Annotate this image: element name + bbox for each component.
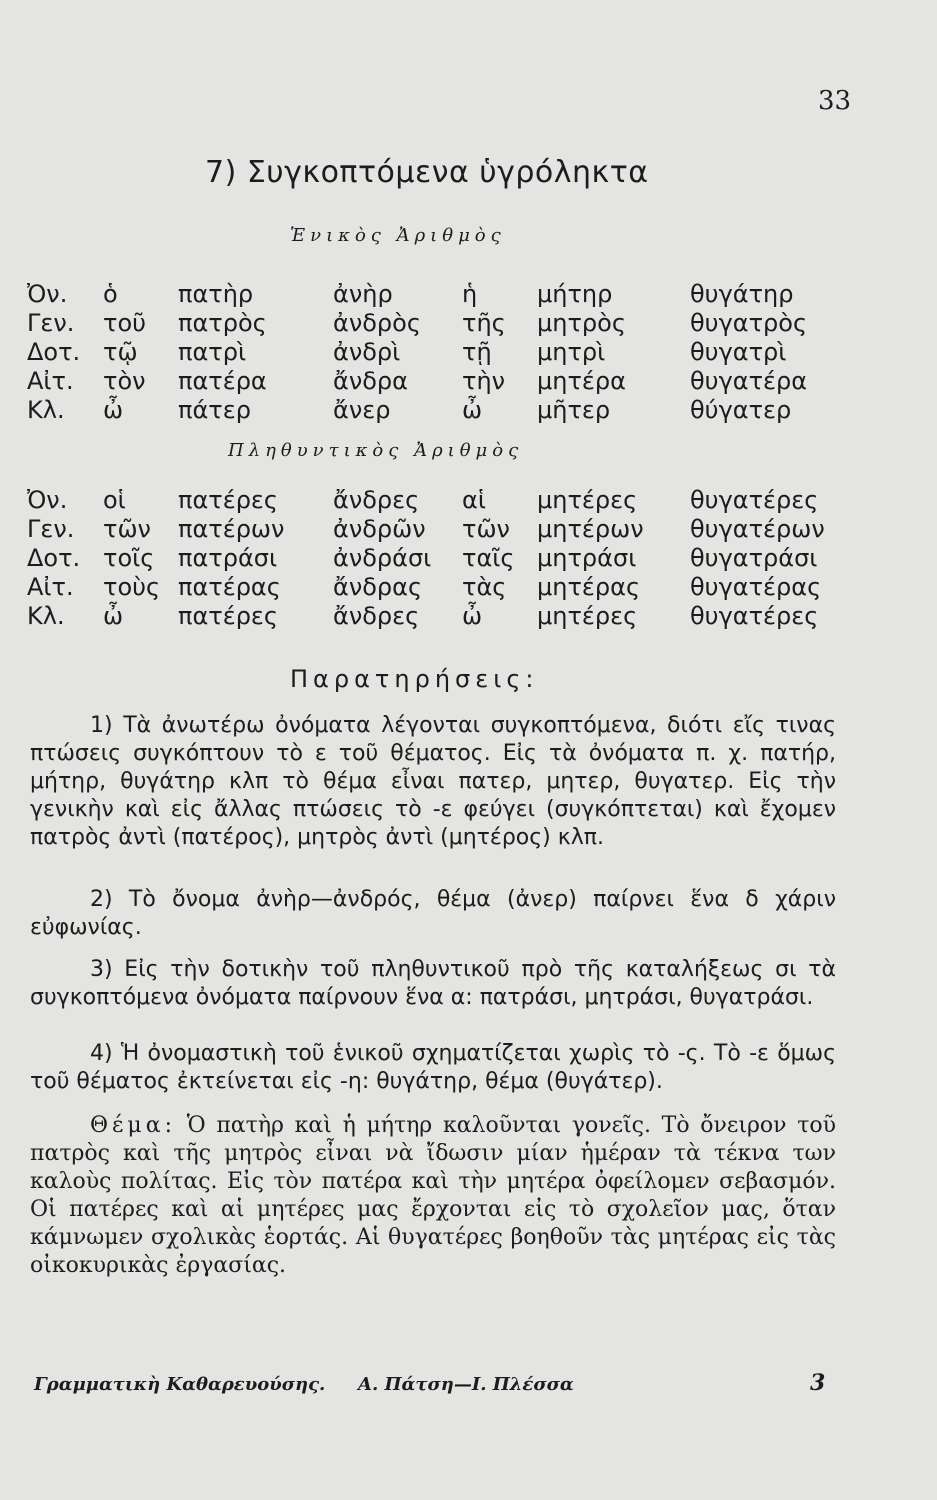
observations-heading: Παρατηρήσεις: (290, 665, 539, 693)
plural-heading: Πληθυντικὸς Ἀριθμὸς (228, 440, 524, 461)
observation-4: 4) Ἡ ὀνομαστικὴ τοῦ ἑνικοῦ σχηματίζεται χωρὶς τὸ -ς. Τὸ -ε ὅμως τοῦ θέματος ἐκτείνεται εἰς -η: θυγάτηρ, θέμα (θυγάτερ). (30, 1041, 836, 1094)
page-title: 7) Συγκοπτόμενα ὑγρόληκτα (205, 155, 649, 190)
table-cell: θυγατράσι (690, 544, 818, 572)
table-cell: ταῖς (462, 544, 515, 572)
table-cell: μητέρες (537, 486, 638, 514)
table-cell: πατέρων (178, 515, 285, 543)
table-cell: τῷ (103, 338, 138, 366)
table-cell: θυγατρὸς (690, 309, 808, 337)
table-cell: πατέρες (178, 486, 278, 514)
exercise-text: Ὁ πατὴρ καὶ ἡ μήτηρ καλοῦνται γονεῖς. Τὸ ὄνειρον τοῦ πατρὸς καὶ τῆς μητρὸς εἶναι νὰ ἴδωσιν μίαν ἡμέραν τὰ τέκνα των καλοὺς πολίτας. Εἰς τὸν πατέρα καὶ τὴν μητέρα ὀφείλομεν σεβασμόν. Οἱ πατέρες καὶ αἱ μητέρες μας ἔρχονται εἰς τὸ σχολεῖον μας, ὅταν κάμνωμεν σχολικὰς ἑορτάς. Αἱ θυγατέρες βοηθοῦν τὰς μητέρας εἰς τὰς οἰκοκυρικὰς ἐργασίας. (30, 1113, 837, 1278)
exercise-label: Θέμα: (90, 1113, 176, 1138)
table-cell: τῇ (462, 338, 492, 366)
table-cell: θύγατερ (690, 396, 792, 424)
table-row (0, 396, 937, 424)
observation-3: 3) Εἰς τὴν δοτικὴν τοῦ πληθυντικοῦ πρὸ τῆς καταλήξεως σι τὰ συγκοπτόμενα ὀνόματα παίρνουν ἕνα α: πατράσι, μητράσι, θυγατράσι. (30, 957, 836, 1010)
table-cell: Αἰτ. (27, 573, 74, 601)
page-number: 33 (818, 86, 852, 116)
table-cell: θυγατέρων (690, 515, 825, 543)
footer-signature: 3 (810, 1370, 826, 1396)
table-cell: μητέρας (537, 573, 641, 601)
table-cell: Δοτ. (27, 338, 81, 366)
table-cell: ὦ (462, 396, 483, 424)
table-cell: μήτηρ (537, 280, 613, 308)
table-cell: ἀνδράσι (333, 544, 432, 572)
table-cell: μητρὶ (537, 338, 606, 366)
table-row (0, 338, 937, 366)
table-cell: Γεν. (27, 515, 75, 543)
table-cell: ἄνδρα (333, 367, 408, 395)
table-cell: Κλ. (27, 396, 65, 424)
table-cell: μητέρων (537, 515, 644, 543)
table-cell: πατέρα (178, 367, 267, 395)
table-cell: Δοτ. (27, 544, 81, 572)
table-cell: τῶν (103, 515, 151, 543)
table-cell: ἄνδρες (333, 602, 420, 630)
table-cell: ἄνδρες (333, 486, 420, 514)
table-cell: τοὺς (103, 573, 161, 601)
table-cell: Κλ. (27, 602, 65, 630)
table-cell: μητρὸς (537, 309, 626, 337)
table-cell: ἀνδρὶ (333, 338, 401, 366)
table-cell: πάτερ (178, 396, 251, 424)
table-row (0, 515, 937, 543)
footer-book-title: Γραμματικὴ Καθαρευούσης. (34, 1374, 326, 1395)
table-row (0, 544, 937, 572)
table-cell: τὴν (462, 367, 506, 395)
table-cell: πατρὸς (178, 309, 267, 337)
table-cell: ἄνδρας (333, 573, 423, 601)
singular-heading: Ἑνικὸς Ἀριθμὸς (290, 225, 506, 246)
table-cell: πατέρας (178, 573, 281, 601)
table-cell: μητέρες (537, 602, 638, 630)
table-cell: ἀνδρὸς (333, 309, 421, 337)
observation-2: 2) Τὸ ὄνομα ἀνὴρ—ἀνδρός, θέμα (ἀνερ) παίρνει ἕνα δ χάριν εὐφωνίας. (30, 887, 836, 940)
table-cell: αἱ (462, 486, 486, 514)
table-cell: πατέρες (178, 602, 278, 630)
table-cell: τῶν (462, 515, 510, 543)
table-cell: οἱ (103, 486, 126, 514)
footer-authors: Α. Πάτση—Ι. Πλέσσα (358, 1374, 574, 1395)
table-cell: τῆς (462, 309, 506, 337)
table-cell: ἀνὴρ (333, 280, 393, 308)
table-cell: Αἰτ. (27, 367, 74, 395)
table-row (0, 486, 937, 514)
table-row (0, 280, 937, 308)
table-row (0, 602, 937, 630)
table-cell: πατρὶ (178, 338, 247, 366)
table-cell: τὰς (462, 573, 507, 601)
table-cell: θυγατρὶ (690, 338, 787, 366)
table-cell: πατὴρ (178, 280, 254, 308)
exercise-paragraph (30, 1112, 836, 1280)
table-cell: θυγατέρες (690, 486, 819, 514)
table-cell: Ὀν. (27, 280, 68, 308)
table-cell: θυγατέρας (690, 573, 822, 601)
table-cell: ἀνδρῶν (333, 515, 426, 543)
table-cell: τὸν (103, 367, 146, 395)
table-cell: τοῦ (103, 309, 147, 337)
table-row (0, 367, 937, 395)
table-cell: θυγάτηρ (690, 280, 794, 308)
table-row (0, 573, 937, 601)
table-cell: ὦ (462, 602, 483, 630)
table-cell: ἡ (462, 280, 478, 308)
table-row (0, 309, 937, 337)
table-cell: ὁ (103, 280, 118, 308)
table-cell: μῆτερ (537, 396, 611, 424)
table-cell: ἄνερ (333, 396, 391, 424)
table-cell: πατράσι (178, 544, 278, 572)
table-cell: ὦ (103, 396, 124, 424)
table-cell: μητράσι (537, 544, 637, 572)
table-cell: Ὀν. (27, 486, 68, 514)
table-cell: θυγατέρες (690, 602, 819, 630)
table-cell: θυγατέρα (690, 367, 808, 395)
table-cell: μητέρα (537, 367, 626, 395)
table-cell: Γεν. (27, 309, 75, 337)
table-cell: τοῖς (103, 544, 155, 572)
table-cell: ὦ (103, 602, 124, 630)
observation-1: 1) Τὰ ἀνωτέρω ὀνόματα λέγονται συγκοπτόμενα, διότι εἴς τινας πτώσεις συγκόπτουν τὸ ε τοῦ θέματος. Εἰς τὰ ὀνόματα π. χ. πατήρ, μήτηρ, θυγάτηρ κλπ τὸ θέμα εἶναι πατερ, μητερ, θυγατερ. Εἰς τὴν γενικὴν καὶ εἰς ἄλλας πτώσεις τὸ -ε φεύγει (συγκόπτεται) καὶ ἔχομεν πατρὸς ἀντὶ (πατέρος), μητρὸς ἀντὶ (μητέρος) κλπ. (30, 713, 836, 850)
